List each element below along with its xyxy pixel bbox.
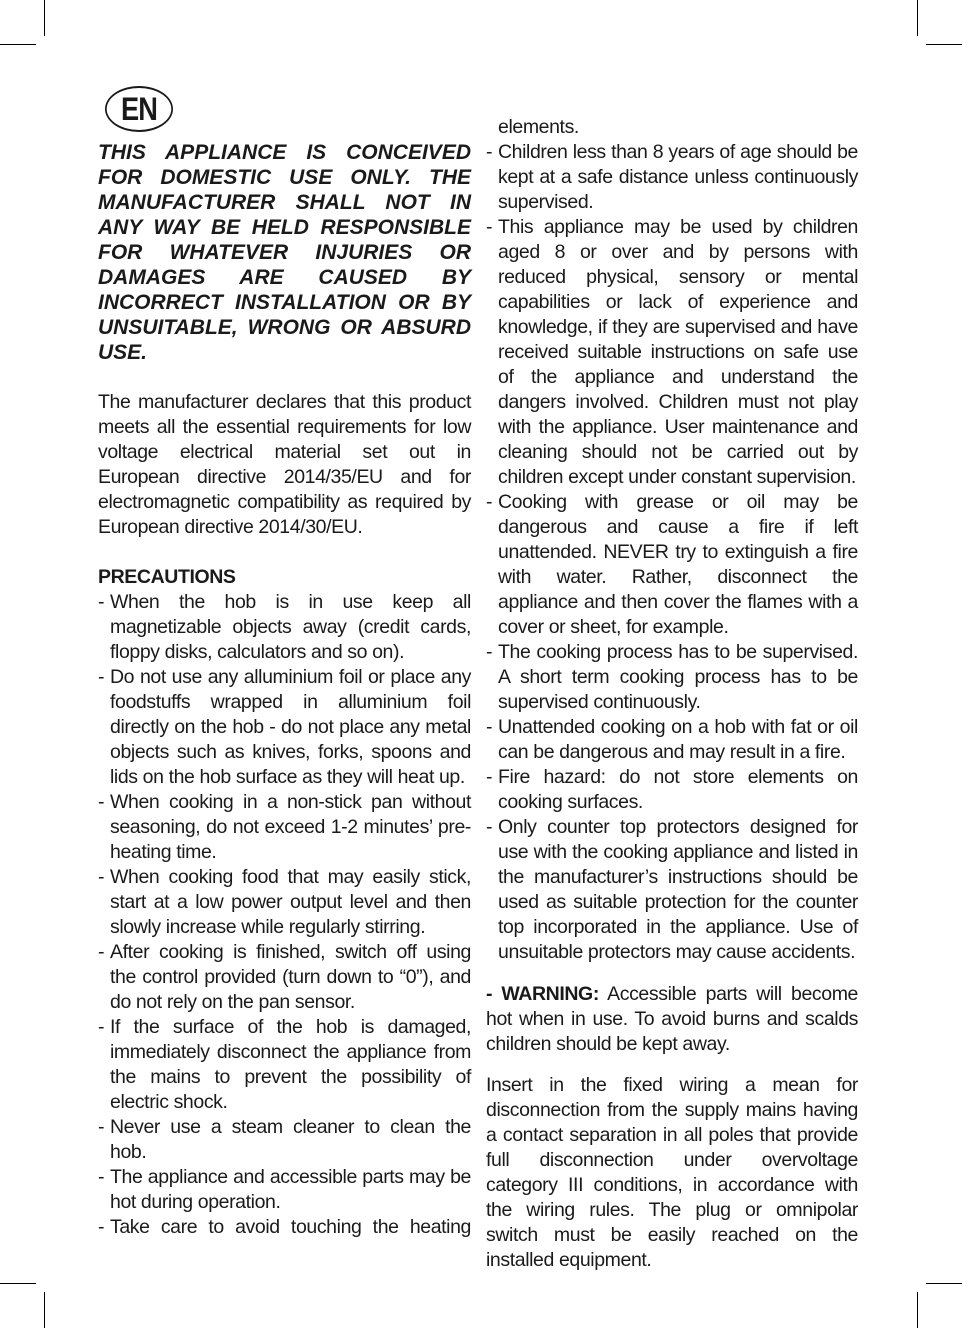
list-item-text: When cooking in a non-stick pan without seasoning, do not exceed 1-2 minutes’ pre-heating time. <box>110 791 471 863</box>
warning-label: - WARNING: <box>486 983 599 1005</box>
list-item-text: Fire hazard: do not store elements on cooking surfaces. <box>498 766 858 813</box>
list-item-text: After cooking is finished, switch off using the control provided (turn down to “0”), and do not rely on the pan sensor. <box>110 941 471 1013</box>
list-item-text: The appliance and accessible parts may be hot during operation. <box>110 1166 471 1213</box>
dash-mark: - <box>486 716 493 738</box>
crop-mark-bottom-left <box>44 1292 45 1328</box>
dash-mark: - <box>98 666 105 688</box>
list-item <box>98 1015 471 1115</box>
dash-mark: - <box>486 766 493 788</box>
crop-mark-bottom-left <box>0 1283 36 1284</box>
list-item-text: The cooking process has to be supervised. A short term cooking process has to be supervised continuously. <box>498 641 858 713</box>
list-item <box>486 640 858 715</box>
list-item <box>486 715 858 765</box>
list-item-text: Cooking with grease or oil may be dangerous and cause a fire if left unattended. NEVER try to extinguish a fire with water. Rather, disconnect the appliance and then cover the flames with a cover or sheet, for example. <box>498 491 858 638</box>
dash-mark: - <box>98 941 105 963</box>
list-item-text: If the surface of the hob is damaged, immediately disconnect the appliance from the mains to prevent the possibility of electric shock. <box>110 1016 471 1113</box>
dash-mark: - <box>486 216 493 238</box>
list-item-text: Only counter top protectors designed for use with the cooking appliance and listed in the manufacturer’s instructions should be used as suitable protection for the counter top incorporated in the appliance. Use of unsuitable protectors may cause accidents. <box>498 816 858 963</box>
continued-text: elements. <box>498 116 579 138</box>
language-badge-label: EN <box>120 90 158 127</box>
list-item-text: When cooking food that may easily stick, start at a low power output level and then slowly increase while regularly stirring. <box>110 866 471 938</box>
list-item-text: Children less than 8 years of age should be kept at a safe distance unless continuously supervised. <box>498 141 858 213</box>
crop-mark-top-right <box>926 44 962 45</box>
crop-mark-top-left <box>0 44 36 45</box>
dash-mark: - <box>98 1116 105 1138</box>
language-badge <box>105 86 173 132</box>
precautions-heading: PRECAUTIONS <box>98 566 236 588</box>
dash-mark: - <box>486 816 493 838</box>
list-item-text: Unattended cooking on a hob with fat or oil can be dangerous and may result in a fire. <box>498 716 858 763</box>
left-column <box>98 140 471 1240</box>
list-item-text: Never use a steam cleaner to clean the hob. <box>110 1116 471 1163</box>
precautions-list-continued <box>486 140 858 965</box>
list-item <box>98 1115 471 1165</box>
right-column <box>486 115 858 1298</box>
dash-mark: - <box>98 866 105 888</box>
dash-mark: - <box>98 1166 105 1188</box>
list-item <box>98 790 471 865</box>
list-item-text: When the hob is in use keep all magnetizable objects away (credit cards, floppy disks, calculators and so on). <box>110 591 471 663</box>
warning-text: Accessible parts will become hot when in use. To avoid burns and scalds children should be kept away. <box>486 983 858 1055</box>
list-item <box>98 590 471 665</box>
crop-mark-bottom-right <box>917 1292 918 1328</box>
dash-mark: - <box>486 491 493 513</box>
dash-mark: - <box>486 641 493 663</box>
warning-paragraph <box>486 982 858 1057</box>
dash-mark: - <box>98 1016 105 1038</box>
dash-mark: - <box>98 791 105 813</box>
declaration-paragraph: The manufacturer declares that this product meets all the essential requirements for low voltage electrical material set out in European directive 2014/35/EU and for electromagnetic compatibility as required by European directive 2014/30/EU. <box>98 391 471 538</box>
crop-mark-bottom-right <box>926 1283 962 1284</box>
dash-mark: - <box>486 141 493 163</box>
list-item-text: Take care to avoid touching the heating <box>110 1216 471 1238</box>
list-item <box>98 665 471 790</box>
list-item <box>486 815 858 965</box>
dash-mark: - <box>98 591 105 613</box>
list-item <box>98 940 471 1015</box>
crop-mark-top-right <box>917 0 918 36</box>
list-item <box>486 140 858 215</box>
list-item <box>98 865 471 940</box>
crop-mark-top-left <box>44 0 45 36</box>
list-item <box>486 215 858 490</box>
disclaimer: THIS APPLIANCE IS CONCEIVED FOR DOMESTIC USE ONLY. THE MANUFACTURER SHALL NOT IN ANY WAY BE HELD RESPONSIBLE FOR WHATEVER INJURIES OR DAMAGES ARE CAUSED BY INCORRECT INSTALLATION OR BY UNSUITABLE, WRONG OR ABSURD USE. <box>98 141 471 364</box>
list-item <box>98 1165 471 1215</box>
dash-mark: - <box>98 1216 105 1238</box>
list-item <box>486 490 858 640</box>
list-item <box>98 1215 471 1240</box>
list-item-text: Do not use any alluminium foil or place any foodstuffs wrapped in alluminium foil directly on the hob - do not place any metal objects such as knives, forks, spoons and lids on the hob surface as they will heat up. <box>110 666 471 788</box>
list-item <box>486 765 858 815</box>
precautions-list <box>98 590 471 1240</box>
installation-paragraph: Insert in the fixed wiring a mean for disconnection from the supply mains having a contact separation in all poles that provide full disconnection under overvoltage category III conditions, in accordance with the wiring rules. The plug or omnipolar switch must be easily reached on the installed equipment. <box>486 1074 858 1271</box>
list-item-text: This appliance may be used by children aged 8 or over and by persons with reduced physical, sensory or mental capabilities or lack of experience and knowledge, if they are supervised and have received suitable instructions on safe use of the appliance and understand the dangers involved. Children must not play with the appliance. User maintenance and cleaning should not be carried out by children except under constant supervision. <box>498 216 858 488</box>
